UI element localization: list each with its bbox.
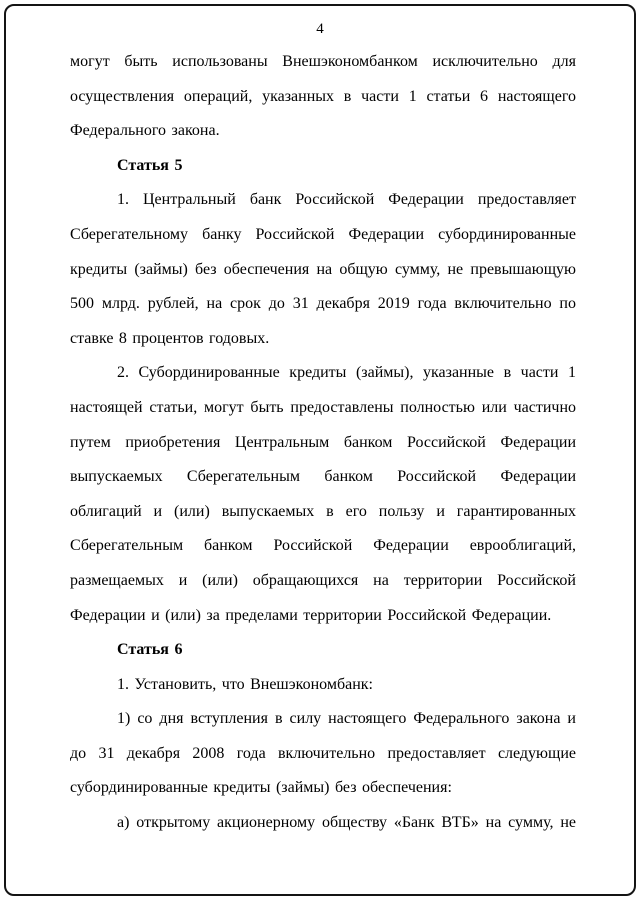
paragraph: а) открытому акционерному обществу «Банк ВТБ» на сумму, не bbox=[117, 814, 576, 832]
article-heading: Статья 6 bbox=[117, 641, 183, 659]
document-body bbox=[70, 45, 576, 841]
paragraph: 1) со дня вступления в силу настоящего Федерального закона и до 31 декабря 2008 года включительно предоставляет следующие субординированные кредиты (займы) без обеспечения: bbox=[70, 710, 576, 797]
paragraph: 1. Установить, что Внешэкономбанк: bbox=[117, 675, 373, 693]
article-heading: Статья 5 bbox=[117, 156, 183, 174]
paragraph: могут быть использованы Внешэкономбанком исключительно для осуществления операций, указанных в части 1 статьи 6 настоящего Федерального закона. bbox=[70, 53, 576, 140]
paragraph: 2. Субординированные кредиты (займы), указанные в части 1 настоящей статьи, могут быть предоставлены полностью или частично путем приобретения Центральным банком Российской Федерации выпускаемых Сберегательным банком Российской Федерации облигаций и (или) выпускаемых в его пользу и гарантированных Сберегательным банком Российской Федерации еврооблигаций, размещаемых и (или) обращающихся на территории Российской Федерации и (или) за пределами территории Российской Федерации. bbox=[70, 364, 576, 624]
paragraph: 1. Центральный банк Российской Федерации предоставляет Сберегательному банку Российской Федерации субординированные кредиты (займы) без обеспечения на общую сумму, не превышающую 500 млрд. рублей, на срок до 31 декабря 2019 года включительно по ставке 8 процентов годовых. bbox=[70, 191, 576, 347]
page-number: 4 bbox=[316, 21, 324, 37]
